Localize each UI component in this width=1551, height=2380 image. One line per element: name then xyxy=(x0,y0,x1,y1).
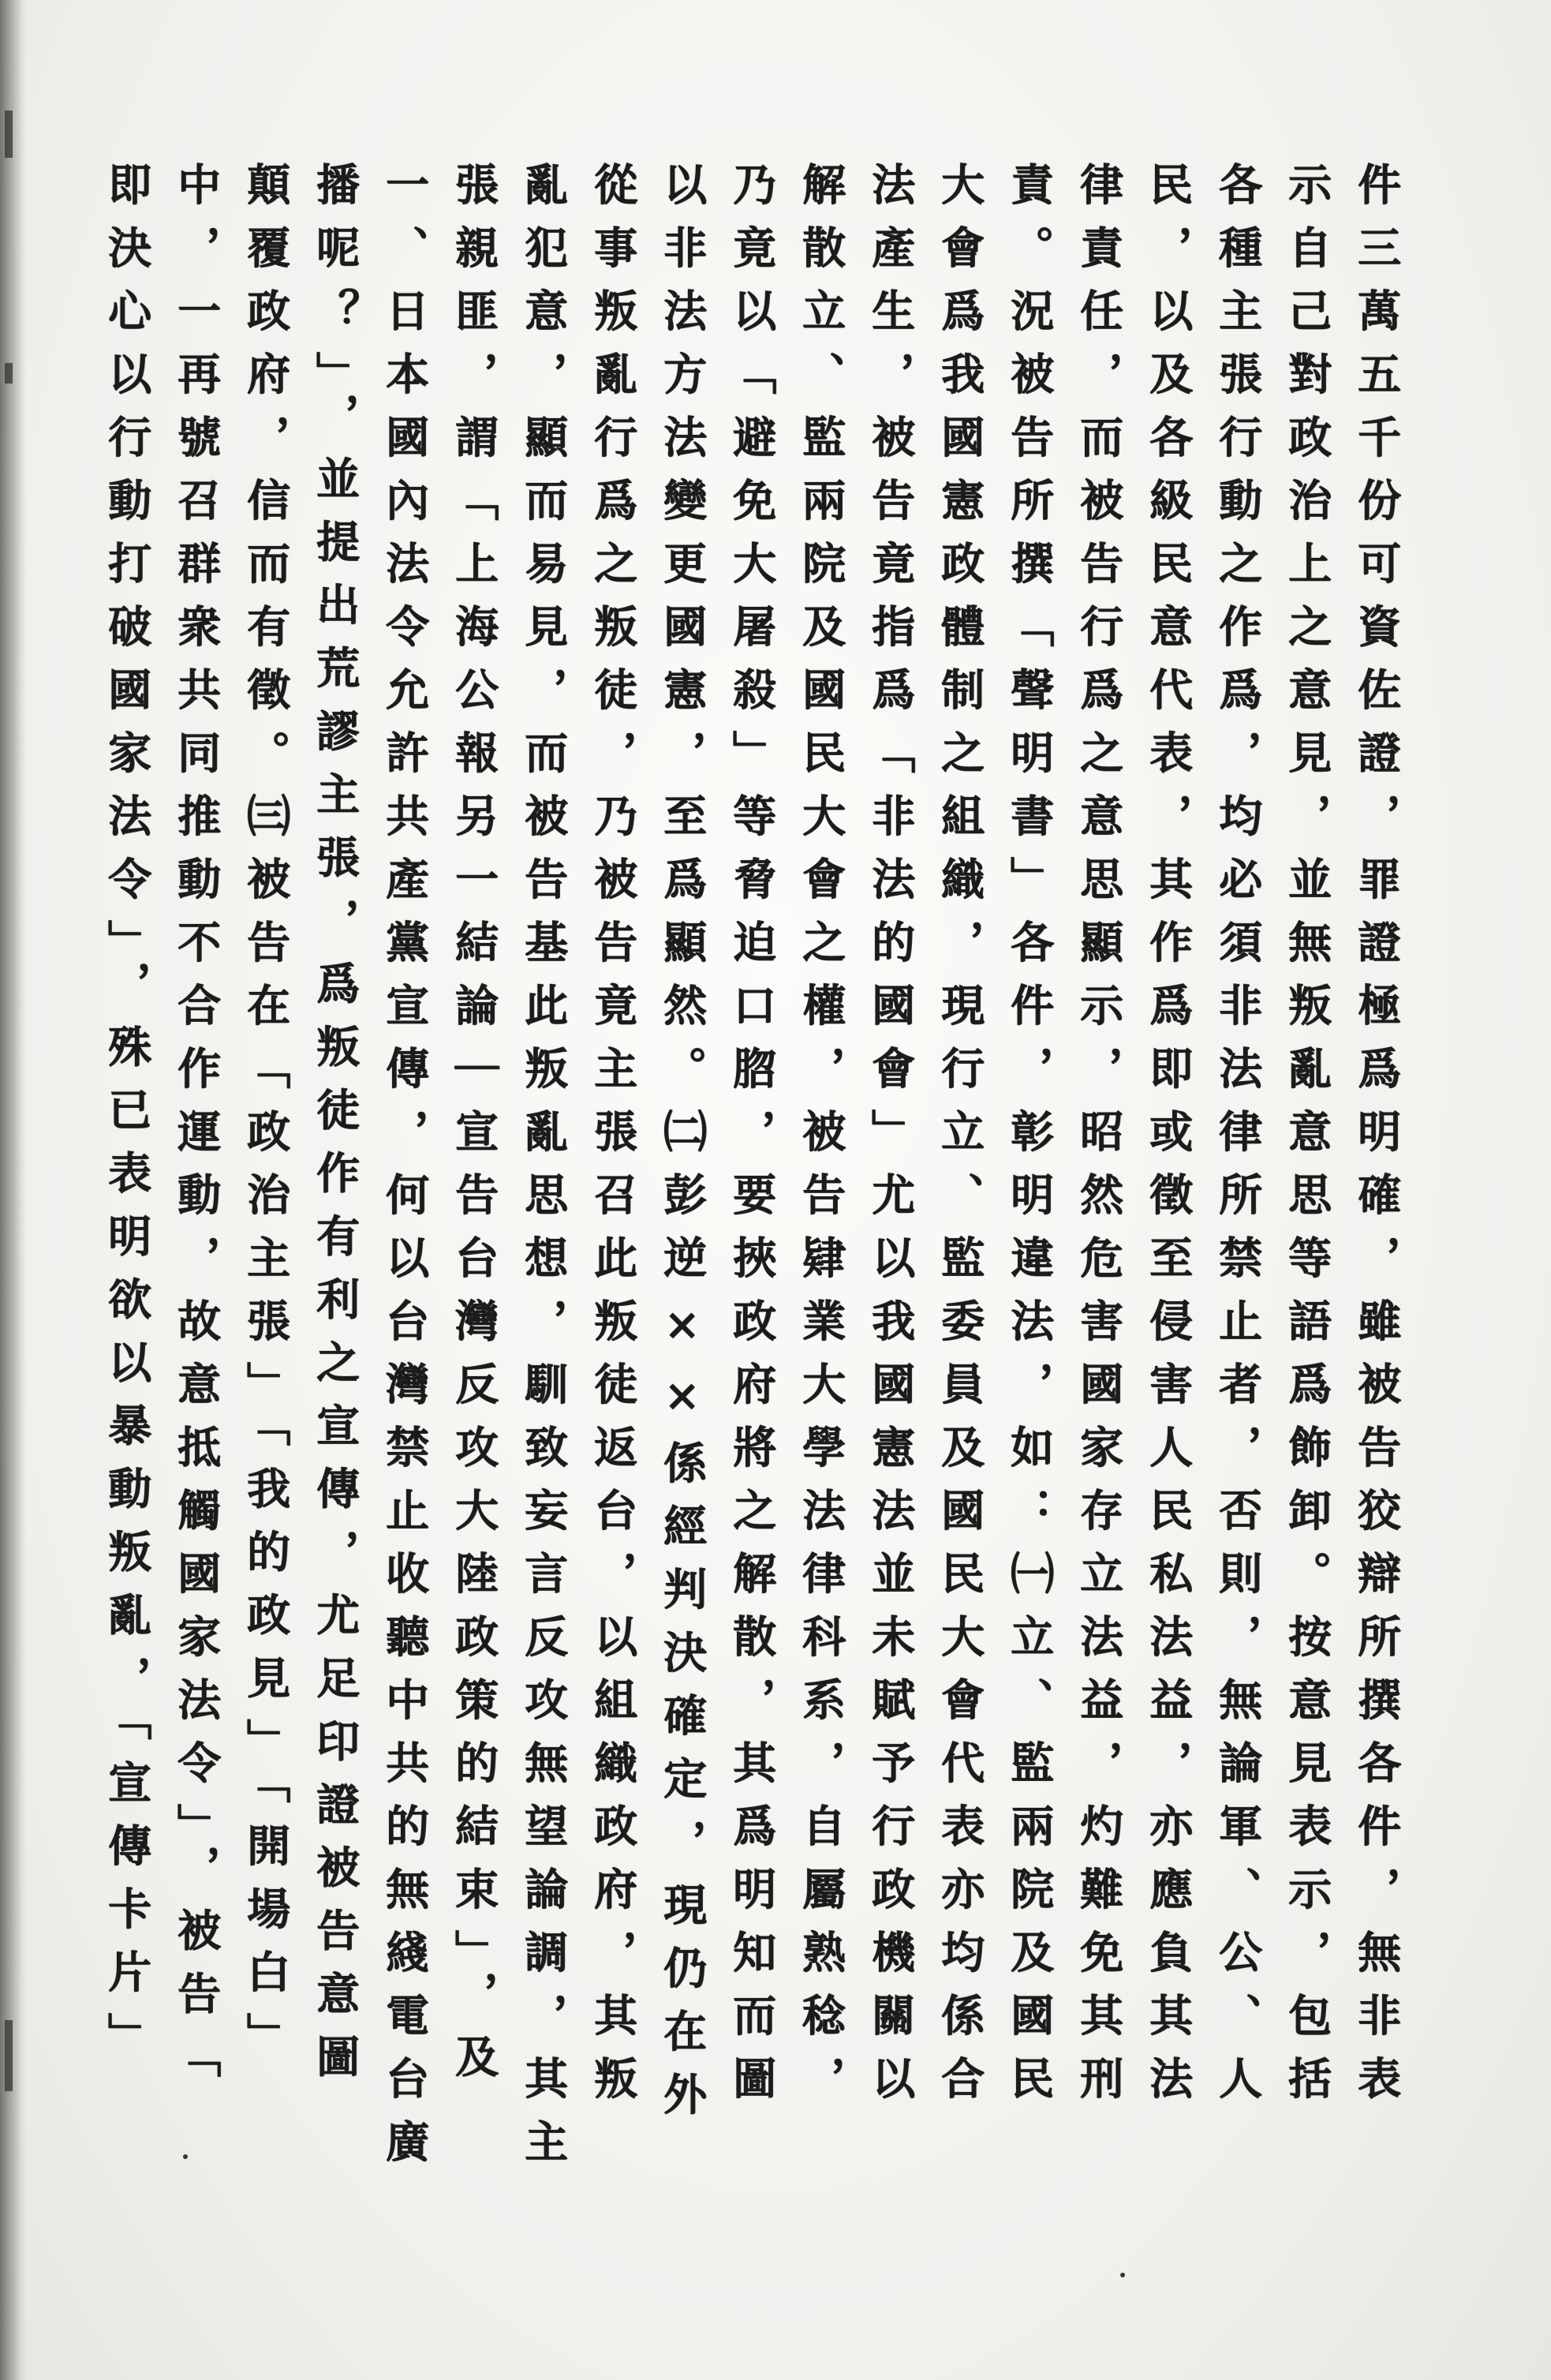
text-column: 民，以及各級民意代表，其作爲即或徵至侵害人民私法益，亦應負其法 xyxy=(1142,162,1194,2119)
text-column: 乃竟以「避免大屠殺」等脅迫口脗，要挾政府將之解散，其爲明知而圖 xyxy=(726,162,777,2119)
text-column: 律責任，而被告行爲之意思顯示，昭然危害國家存立法益，灼難免其刑 xyxy=(1073,162,1124,2119)
text-column: 即決心以行動打破國家法令」，殊已表明欲以暴動叛亂，「宣傳卡片」 xyxy=(101,162,152,2075)
text-column: 解散立、監兩院及國民大會之權，被告肄業大學法律科系，自屬熟稔， xyxy=(795,162,847,2119)
text-column: 件三萬五千份可資佐證，罪證極爲明確，雖被告狡辯所撰各件，無非表 xyxy=(1351,162,1402,2119)
text-column: 以非法方法變更國憲，至爲顯然。㈡彭逆××係經判決確定，現仍在外 xyxy=(656,162,708,2135)
text-column: 亂犯意，顯而易見，而被告基此叛亂思想，馴致妄言反攻無望論調，其主 xyxy=(518,162,569,2182)
text-column: 播呢？」，並提出荒謬主張，爲叛徒作有利之宣傳，尤足印證被告意圖 xyxy=(309,162,361,2097)
text-column: 顛覆政府，信而有徵。㈢被告在「政治主張」「我的政見」「開場白」 xyxy=(240,162,291,2075)
text-column: 示自己對政治上之意見，並無叛亂意思等語爲飾卸。按意見表示，包括 xyxy=(1281,162,1332,2119)
text-column: 張親匪，謂「上海公報另一結論｜宣告台灣反攻大陸政策的結束」，及 xyxy=(448,162,499,2097)
scan-speck xyxy=(5,2020,13,2091)
text-column: 一、日本國內法令允許共產黨宣傳，何以台灣禁止收聽中共的無綫電台廣 xyxy=(379,162,430,2182)
text-column: 各種主張行動之作爲，均必須非法律所禁止者，否則，無論軍、公、人 xyxy=(1212,162,1263,2119)
scan-speck xyxy=(183,2154,188,2159)
text-column: 法產生，被告竟指爲「非法的國會」尤以我國憲法並未賦予行政機關以 xyxy=(865,162,916,2119)
text-column: 大會爲我國憲政體制之組織，現行立、監委員及國民大會代表亦均係合 xyxy=(934,162,985,2119)
scan-speck xyxy=(5,363,13,384)
vertical-text-body xyxy=(22,162,1411,2182)
scan-speck xyxy=(1120,2273,1125,2277)
text-column: 責。況被告所撰「聲明書」各件，彰明違法，如：㈠立、監兩院及國民 xyxy=(1003,162,1055,2119)
scan-speck xyxy=(5,110,13,158)
text-column: 中，一再號召群衆共同推動不合作運動，故意抵觸國家法令」，被告「 xyxy=(170,162,222,2097)
text-column: 從事叛亂行爲之叛徒，乃被告竟主張召此叛徒返台，以組織政府，其叛 xyxy=(587,162,638,2119)
